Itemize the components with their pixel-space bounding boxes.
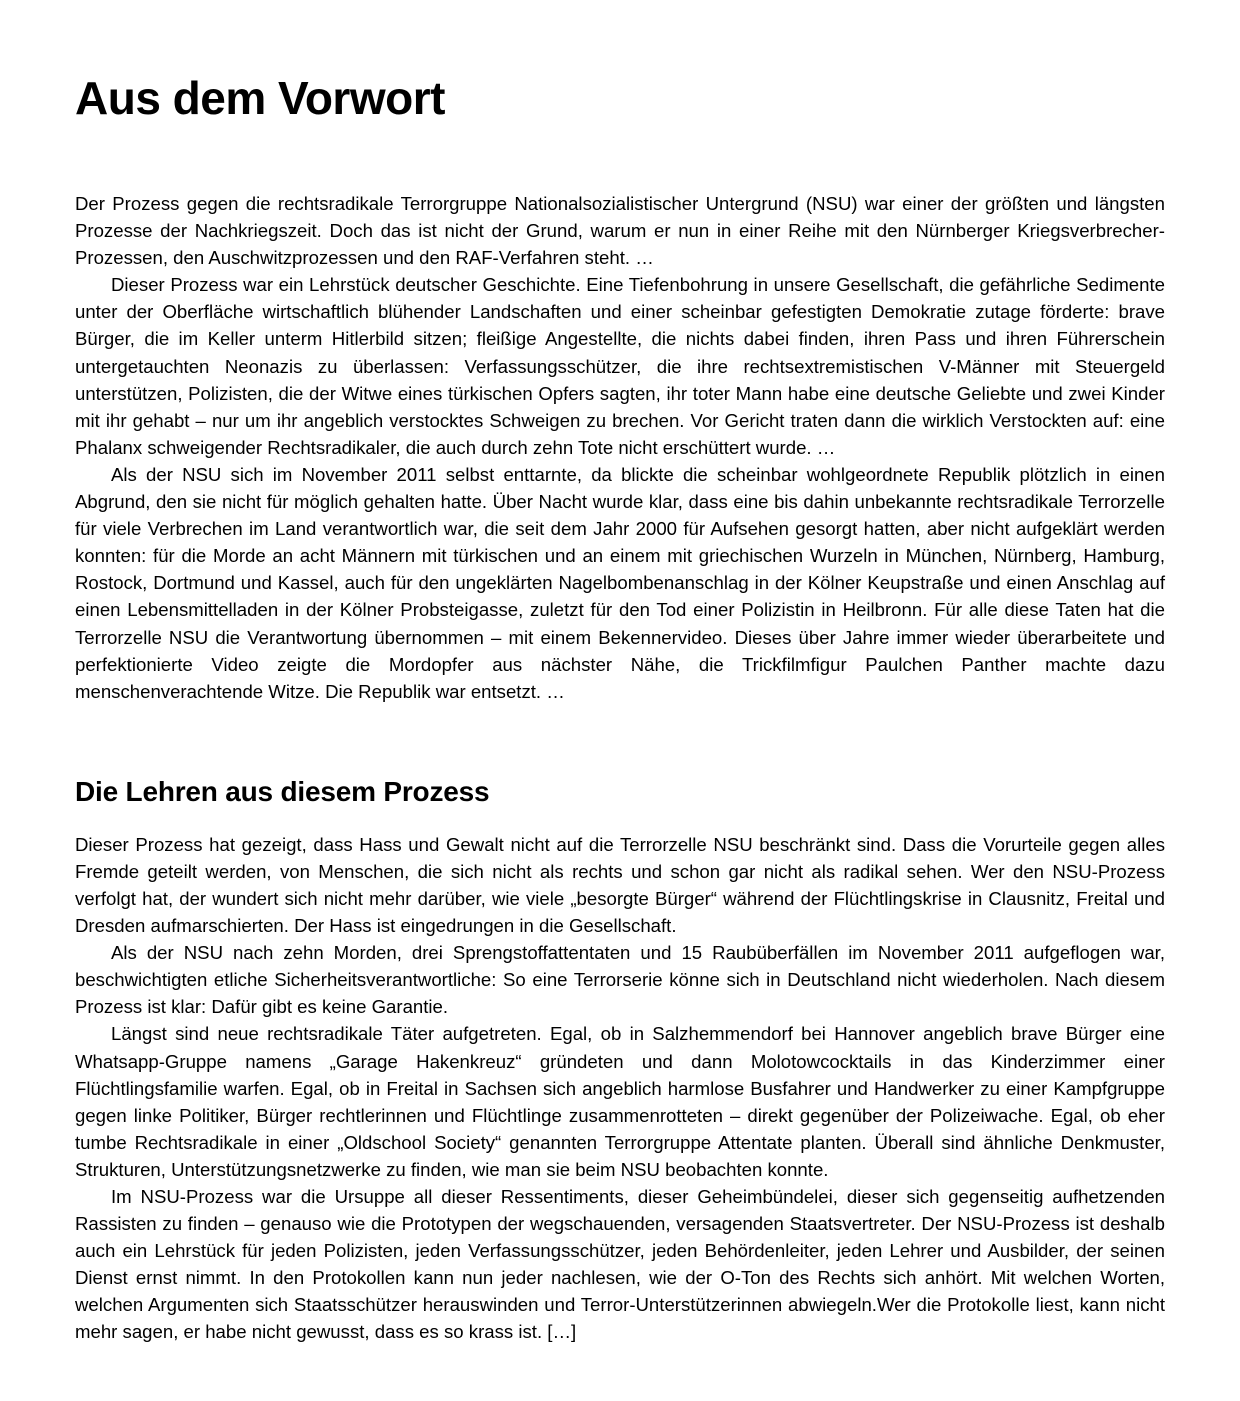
foreword-paragraph-1: Der Prozess gegen die rechtsradikale Terrorgruppe Nationalsozialistischer Untergrund (NSU) war einer der größten und längsten Prozesse der Nachkriegszeit. Doch das ist nicht der Grund, warum er nun in einer Reihe mit den Nürnberger Kriegsverbrecher-Prozessen, den Auschwitzprozessen und den RAF-Verfahren steht. …: [75, 193, 1165, 269]
foreword-paragraph-3: Als der NSU sich im November 2011 selbst enttarnte, da blickte die scheinbar wohlgeordnete Republik plötzlich in einen Abgrund, den sie nicht für möglich gehalten hatte. Über Nacht wurde klar, dass eine bis dahin unbekannte rechtsradikale Terrorzelle für viele Verbrechen im Land verantwortlich war, die seit dem Jahr 2000 für Aufsehen gesorgt hatten, aber nicht aufgeklärt werden konnten: für die Morde an acht Männern mit türkischen und an einem mit griechischen Wurzeln in München, Nürnberg, Hamburg, Rostock, Dortmund und Kassel, auch für den ungeklärten Nagelbombenanschlag in der Kölner Keupstraße und einen Anschlag auf einen Lebensmittelladen in der Kölner Probsteigasse, zuletzt für den Tod einer Polizistin in Heilbronn. Für alle diese Taten hat die Terrorzelle NSU die Verantwortung übernommen – mit einem Bekennervideo. Dieses über Jahre immer wieder überarbeitete und perfektionierte Video zeigte die Mordopfer aus nächster Nähe, die Trickfilmfigur Paulchen Panther machte dazu menschenverachtende Witze. Die Republik war entsetzt. …: [75, 463, 1165, 702]
lessons-paragraph-4: Im NSU-Prozess war die Ursuppe all dieser Ressentiments, dieser Geheimbündelei, dieser sich gegenseitig aufhetzenden Rassisten zu finden – genauso wie die Prototypen der wegschauenden, versagenden Staatsvertreter. Der NSU-Prozess ist deshalb auch ein Lehrstück für jeden Polizisten, jeden Verfassungsschützer, jeden Behördenleiter, jeden Lehrer und Ausbilder, der seinen Dienst ernst nimmt. In den Protokollen kann nun jeder nachlesen, wie der O-Ton des Rechts sich anhört. Mit welchen Worten, welchen Argumenten sich Staatsschützer herauswinden und Terror-Unterstützerinnen abwiegeln.Wer die Protokolle liest, kann nicht mehr sagen, er habe nicht gewusst, dass es so krass ist. […]: [75, 1186, 1165, 1343]
document-page: [75, 0, 1165, 1346]
section-lessons: [75, 775, 1165, 1346]
lessons-paragraph-1: Dieser Prozess hat gezeigt, dass Hass und Gewalt nicht auf die Terrorzelle NSU beschränkt sind. Dass die Vorurteile gegen alles Fremde geteilt werden, von Menschen, die sich nicht als rechts und schon gar nicht als radikal sehen. Wer den NSU-Prozess verfolgt hat, der wundert sich nicht mehr darüber, wie viele „besorgte Bürger“ während der Flüchtlingskrise in Clausnitz, Freital und Dresden aufmarschierten. Der Hass ist eingedrungen in die Gesellschaft.: [75, 833, 1165, 937]
section-lessons-body: [75, 831, 1165, 1346]
lessons-paragraph-3: Längst sind neue rechtsradikale Täter aufgetreten. Egal, ob in Salzhemmendorf bei Hannover angeblich brave Bürger eine Whatsapp-Gruppe namens „Garage Hakenkreuz“ gründeten und dann Molotowcocktails in das Kinderzimmer einer Flüchtlingsfamilie warfen. Egal, ob in Freital in Sachsen sich angeblich harmlose Busfahrer und Handwerker zu einer Kampfgruppe gegen linke Politiker, Bürger rechtlerinnen und Flüchtlinge zusammenrotteten – direkt gegenüber der Polizeiwache. Egal, ob eher tumbe Rechtsradikale in einer „Oldschool Society“ genannten Terrorgruppe Attentate planten. Überall sind ähnliche Denkmuster, Strukturen, Unterstützungsnetzwerke zu finden, wie man sie beim NSU beobachten konnte.: [75, 1023, 1165, 1180]
section-foreword: [75, 190, 1165, 705]
page-title: Aus dem Vorwort: [75, 72, 445, 124]
section-heading: Die Lehren aus diesem Prozess: [75, 775, 490, 807]
foreword-paragraph-2: Dieser Prozess war ein Lehrstück deutscher Geschichte. Eine Tiefenbohrung in unsere Gesellschaft, die gefährliche Sedimente unter der Oberfläche wirtschaftlich blühender Landschaften und einer scheinbar gefestigten Demokratie zutage förderte: brave Bürger, die im Keller unterm Hitlerbild sitzen; fleißige Angestellte, die nichts dabei finden, ihren Pass und ihren Führerschein untergetauchten Neonazis zu überlassen: Verfassungsschützer, die ihre rechtsextremistischen V-Männer mit Steuergeld unterstützen, Polizisten, die der Witwe eines türkischen Opfers sagten, ihr toter Mann habe eine deutsche Geliebte und zwei Kinder mit ihr gehabt – nur um ihr angeblich verstocktes Schweigen zu brechen. Vor Gericht traten dann die wirklich Verstockten auf: eine Phalanx schweigender Rechtsradikaler, die auch durch zehn Tote nicht erschüttert wurde. …: [75, 274, 1165, 458]
lessons-paragraph-2: Als der NSU nach zehn Morden, drei Sprengstoffattentaten und 15 Raubüberfällen im November 2011 aufgeflogen war, beschwichtigten etliche Sicherheitsverantwortliche: So eine Terrorserie könne sich in Deutschland nicht wiederholen. Nach diesem Prozess ist klar: Dafür gibt es keine Garantie.: [75, 942, 1165, 1018]
